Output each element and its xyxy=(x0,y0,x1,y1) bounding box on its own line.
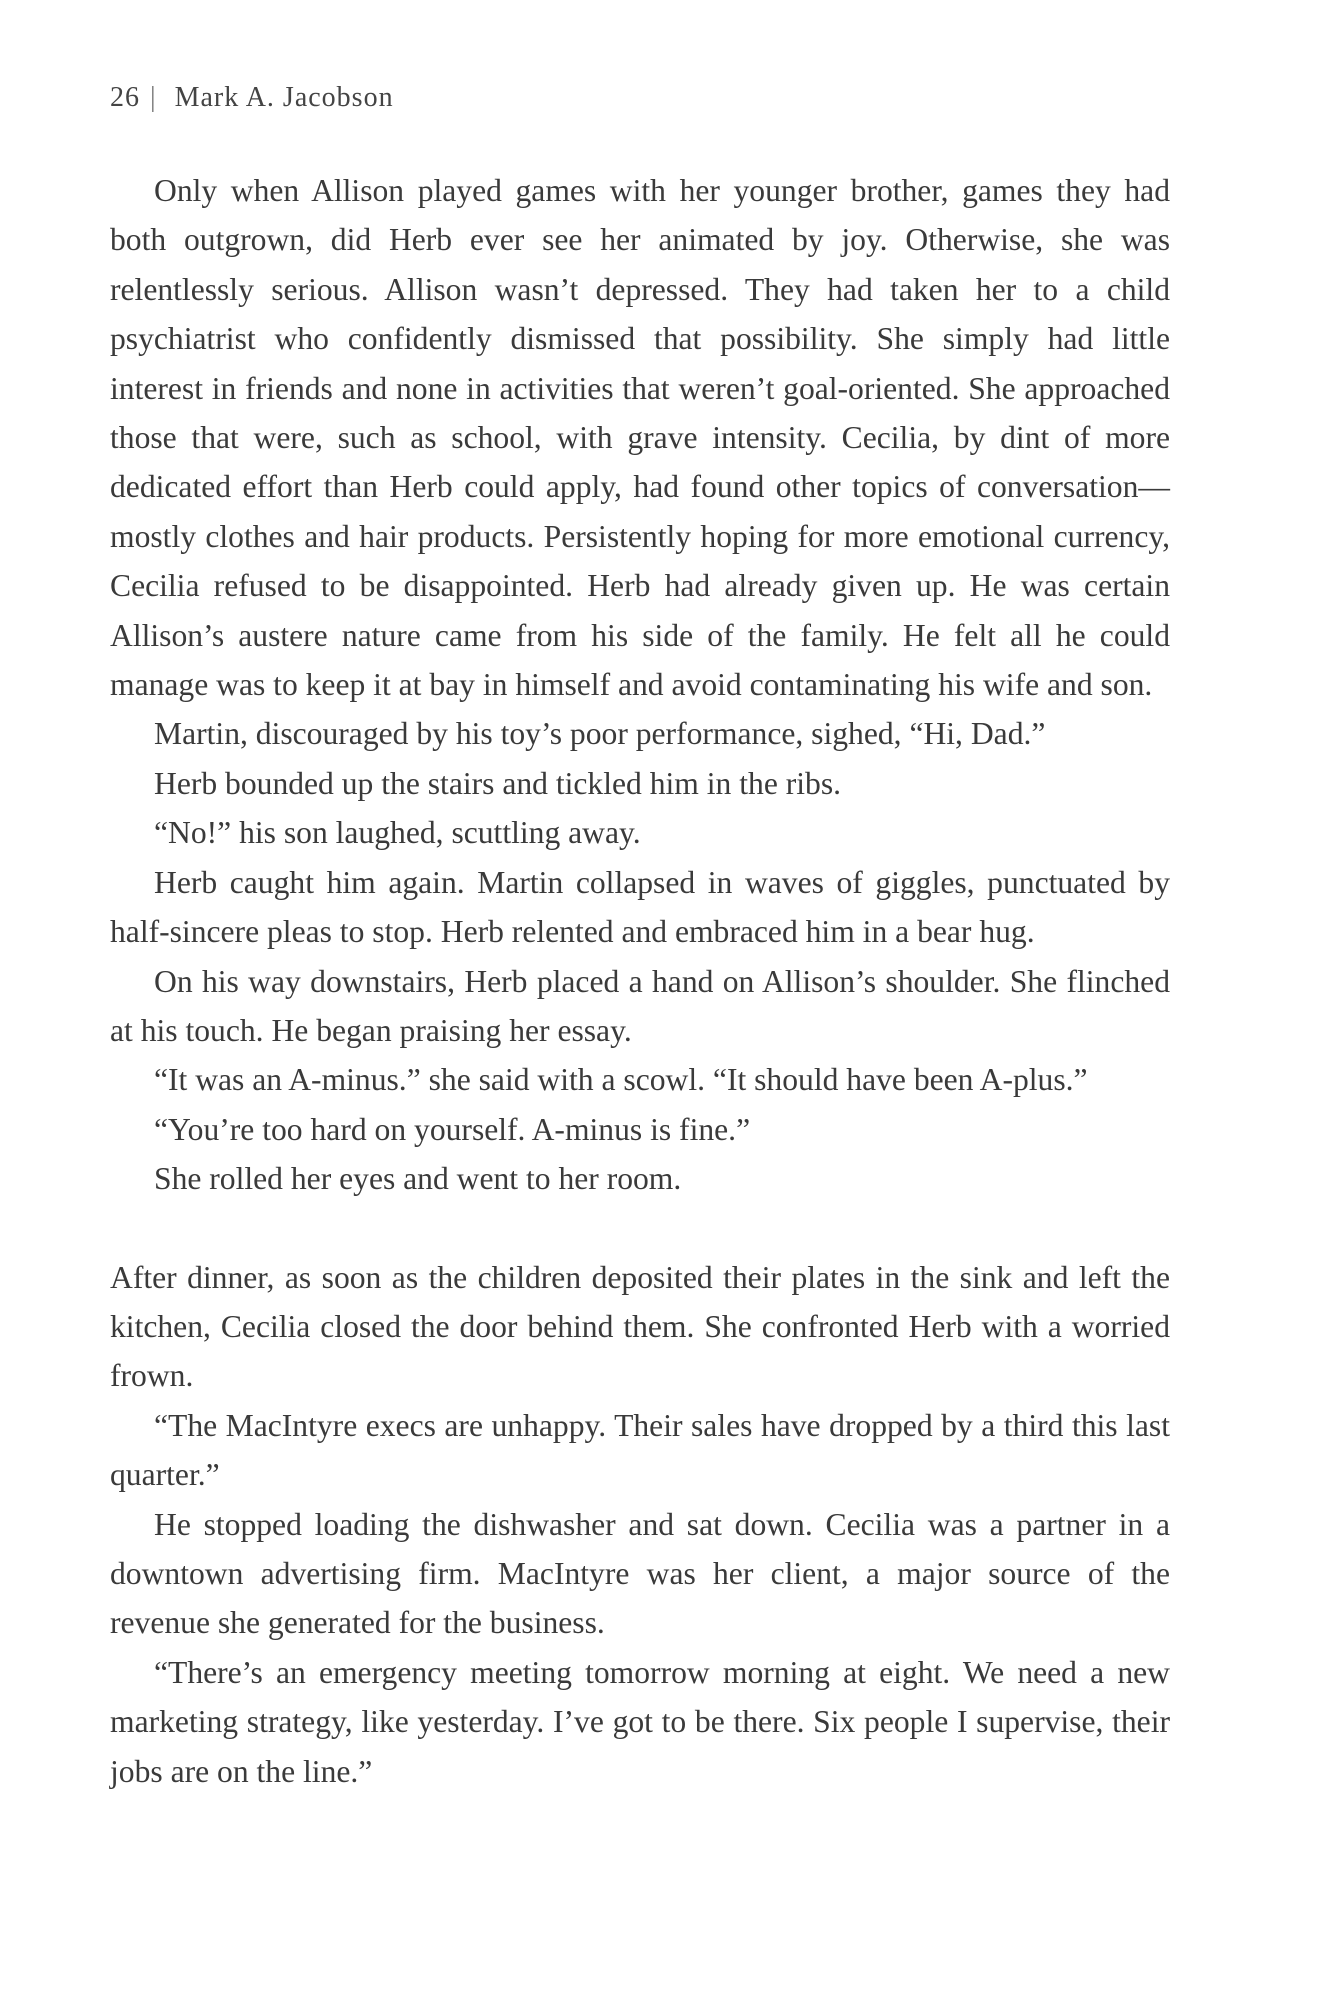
paragraph: “You’re too hard on yourself. A-minus is fine.” xyxy=(154,1111,751,1147)
paragraph: Martin, discouraged by his toy’s poor performance, sighed, “Hi, Dad.” xyxy=(154,716,1046,752)
paragraph: He stopped loading the dishwasher and sat down. Cecilia was a partner in a downtown advertising firm. MacIntyre was her client, a major source of the revenue she generated for the business. xyxy=(110,1506,1170,1641)
header-separator: | xyxy=(150,82,157,113)
paragraph: “There’s an emergency meeting tomorrow morning at eight. We need a new marketing strategy, like yesterday. I’ve got to be there. Six people I supervise, their jobs are on the line.” xyxy=(110,1654,1170,1789)
body-text xyxy=(110,166,1170,1796)
book-page xyxy=(110,78,1170,1796)
paragraph: Only when Allison played games with her younger brother, games they had both outgrown, did Herb ever see her animated by joy. Otherwise, she was relentlessly serious. Allison wasn’t depressed. They had taken her to a child psychiatrist who confidently dismissed that possibility. She simply had little interest in friends and none in activities that weren’t goal-oriented. She approached those that were, such as school, with grave intensity. Cecilia, by dint of more dedicated effort than Herb could apply, had found other topics of conversation—mostly clothes and hair products. Persistently hoping for more emotional currency, Cecilia refused to be disappointed. Herb had already given up. He was certain Allison’s austere nature came from his side of the family. He felt all he could manage was to keep it at bay in himself and avoid contaminating his wife and son. xyxy=(110,173,1170,703)
page-number: 26 xyxy=(110,82,140,113)
section-break xyxy=(110,1204,1170,1253)
author-name: Mark A. Jacobson xyxy=(174,82,394,113)
paragraph: “It was an A-minus.” she said with a scowl. “It should have been A-plus.” xyxy=(154,1062,1088,1098)
paragraph: “No!” his son laughed, scuttling away. xyxy=(154,815,641,851)
paragraph: “The MacIntyre execs are unhappy. Their sales have dropped by a third this last quarter.” xyxy=(110,1407,1170,1493)
running-head xyxy=(110,78,1170,118)
paragraph: She rolled her eyes and went to her room. xyxy=(154,1161,682,1197)
paragraph: Herb caught him again. Martin collapsed in waves of giggles, punctuated by half-sincere pleas to stop. Herb relented and embraced him in a bear hug. xyxy=(110,864,1170,950)
paragraph: After dinner, as soon as the children deposited their plates in the sink and left the kitchen, Cecilia closed the door behind them. She confronted Herb with a worried frown. xyxy=(110,1259,1170,1394)
paragraph: Herb bounded up the stairs and tickled him in the ribs. xyxy=(154,765,842,801)
paragraph: On his way downstairs, Herb placed a hand on Allison’s shoulder. She flinched at his touch. He began praising her essay. xyxy=(110,963,1170,1048)
